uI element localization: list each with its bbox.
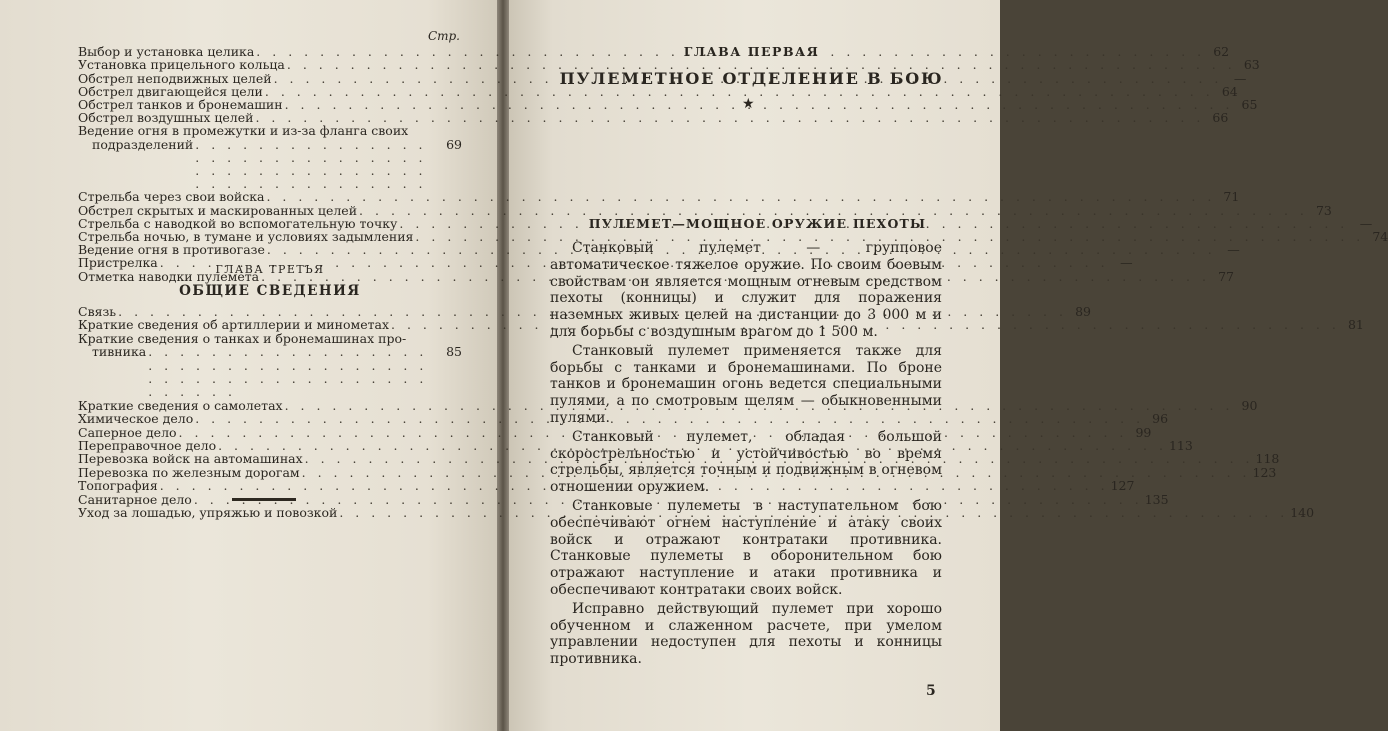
toc-entry bbox=[78, 304, 1091, 319]
toc-entry-page: 64 bbox=[1221, 83, 1238, 99]
toc-entry bbox=[78, 332, 462, 399]
toc-entry-page: 96 bbox=[1152, 411, 1169, 427]
toc-entry bbox=[78, 57, 1260, 73]
toc-entry-page: 66 bbox=[1212, 110, 1229, 126]
toc-entry-page: 71 bbox=[1223, 189, 1240, 205]
toc-entry-continuation bbox=[78, 138, 462, 191]
toc-entry-title: Обстрел двигающейся цели bbox=[78, 83, 263, 99]
toc-entry-page: 89 bbox=[1075, 304, 1091, 319]
toc-entry-page: 135 bbox=[1144, 491, 1169, 507]
toc-entry-title: Установка прицельного кольца bbox=[78, 57, 285, 73]
toc-entry bbox=[78, 189, 1240, 205]
toc-entry-page: — bbox=[1120, 255, 1133, 271]
toc-entry-title: Краткие сведения о танках и бронемашинах про- bbox=[78, 330, 407, 346]
toc-entry-page: 81 bbox=[1347, 317, 1364, 333]
toc-entry bbox=[78, 478, 1135, 494]
toc-entry bbox=[78, 505, 1315, 521]
toc-entry-page: 65 bbox=[1241, 97, 1258, 113]
paragraph: Станковые пулеметы в наступательном бою обеспечивают огнем наступление и атаку своих войск и отражают контратаки противника. Станковые пулеметы в оборонительном бою отражают наступление и атаки противника и обеспечивают контратаки своих войск. bbox=[550, 497, 942, 598]
toc-entry-page: 140 bbox=[1290, 505, 1315, 521]
toc-entry-title: Ведение огня в противогазе bbox=[78, 242, 265, 258]
toc-entry-title: Отметка наводки пулемета bbox=[78, 268, 260, 284]
toc-entry-page: 99 bbox=[1135, 424, 1152, 440]
leader-dots bbox=[359, 204, 1308, 217]
toc-entry bbox=[78, 438, 1193, 454]
leader-dots bbox=[195, 138, 438, 191]
toc-entry-page: 118 bbox=[1255, 451, 1280, 467]
toc-entry-title: Санитарное дело bbox=[78, 491, 192, 507]
toc-entry-title: Ведение огня в промежутки и из-за фланга своих bbox=[78, 123, 409, 139]
toc-entry-title: Стрельба ночью, в тумане и условиях задымления bbox=[78, 229, 414, 245]
chapter-title: ОБЩИЕ СВЕДЕНИЯ bbox=[179, 283, 361, 299]
toc-entry-page: 62 bbox=[1213, 44, 1230, 60]
toc-entry bbox=[78, 464, 1277, 480]
toc-entry-title: Топография bbox=[78, 478, 158, 494]
body-text bbox=[550, 240, 942, 670]
end-rule bbox=[232, 498, 296, 501]
toc-entry bbox=[78, 202, 1332, 218]
chapter-label: ГЛАВА ТРЕТЬЯ bbox=[215, 263, 325, 276]
toc-entry-page: 77 bbox=[1218, 268, 1234, 284]
paragraph: Станковый пулемет применяется также для борьбы с танками и бронемашинами. По броне танков и бронемашин огонь ведется специальными пулями, а по смотровым щелям — обыкновенными пулями. bbox=[550, 342, 942, 426]
toc-entry-page: 123 bbox=[1252, 464, 1277, 480]
toc-entry bbox=[78, 451, 1280, 467]
toc-entry-title: Стрельба с наводкой во вспомогательную точку bbox=[78, 215, 398, 231]
star-ornament-icon: ★ bbox=[742, 96, 755, 112]
toc-entry-title: Переправочное дело bbox=[78, 438, 217, 454]
toc-entry-title: Химическое дело bbox=[78, 411, 194, 427]
toc-entry-title: Краткие сведения о самолетах bbox=[78, 397, 283, 413]
toc-entry-page: 69 bbox=[446, 136, 462, 152]
toc-entry-page: 73 bbox=[1315, 202, 1332, 218]
toc-entry-title: Обстрел скрытых и маскированных целей bbox=[78, 202, 358, 218]
toc-entry-page: 90 bbox=[1241, 397, 1258, 413]
chapter-label-right: ГЛАВА ПЕРВАЯ bbox=[683, 44, 820, 59]
toc-entry-title: Выбор и установка целика bbox=[78, 44, 255, 60]
toc-entry bbox=[78, 424, 1152, 440]
toc-entry-page: — bbox=[1227, 242, 1240, 258]
toc-entry bbox=[78, 124, 462, 190]
toc-entry-page: — bbox=[1359, 215, 1373, 231]
toc-entry-page: 74 bbox=[1372, 229, 1388, 245]
leader-dots bbox=[148, 345, 438, 399]
toc-entry-title-cont: подразделений bbox=[92, 136, 194, 152]
page-column-header: Стр. bbox=[427, 29, 460, 43]
toc-entry-title-cont: тивника bbox=[92, 344, 147, 360]
toc-entry bbox=[78, 411, 1169, 427]
toc-entry-continuation bbox=[78, 345, 462, 399]
toc-entry-page: 127 bbox=[1110, 478, 1135, 494]
toc-entry-title: Саперное дело bbox=[78, 424, 177, 440]
toc-entry-title: Обстрел танков и бронемашин bbox=[78, 97, 283, 113]
toc-entry bbox=[78, 397, 1258, 413]
toc-entry-page: 113 bbox=[1168, 438, 1193, 454]
toc-entry-page: 85 bbox=[446, 344, 462, 360]
toc-entry-title: Обстрел неподвижных целей bbox=[78, 70, 272, 86]
toc-entry-title: Перевозка по железным дорогам bbox=[78, 464, 300, 480]
toc-entry-title: Уход за лошадью, упряжью и повозкой bbox=[78, 505, 338, 521]
paragraph: Станковый пулемет — групповое автоматическое тяжелое оружие. По своим боевым свойствам он является мощным огневым средством пехоты (конницы) и служит для поражения наземных живых целей на дистанции до 3 000 м и для борьбы с воздушным врагом до 1 500 м. bbox=[550, 240, 942, 340]
leader-dots bbox=[266, 190, 1215, 203]
toc-entry-title: Связь bbox=[78, 304, 117, 319]
toc-entry bbox=[78, 317, 1364, 333]
toc-entry-page: 63 bbox=[1243, 57, 1260, 73]
toc-entry-title: Пристрелка bbox=[78, 255, 158, 271]
toc-entry-page: — bbox=[1233, 70, 1247, 86]
chapter-title-right: ПУЛЕМЕТНОЕ ОТДЕЛЕНИЕ В БОЮ bbox=[559, 69, 944, 88]
paragraph: Станковый пулемет, обладая большой скорострельностью и устойчивостью во время стрельбы, является точным и подвижным в огневом отношении оружием. bbox=[550, 428, 942, 496]
toc-entry-title: Перевозка войск на автомашинах bbox=[78, 451, 303, 467]
section-heading: ПУЛЕМЕТ—МОЩНОЕ ОРУЖИЕ ПЕХОТЫ bbox=[588, 216, 927, 231]
toc-entry-title: Обстрел воздушных целей bbox=[78, 110, 254, 126]
paragraph: Исправно действующий пулемет при хорошо обученном и слаженном расчете, при умелом управлении недоступен для пехоты и конницы противника. bbox=[550, 600, 942, 668]
toc-entry-title: Краткие сведения об артиллерии и минометах bbox=[78, 317, 390, 333]
page-number: 5 bbox=[926, 683, 936, 699]
toc-entry-title: Стрельба через свои войска bbox=[78, 189, 265, 205]
